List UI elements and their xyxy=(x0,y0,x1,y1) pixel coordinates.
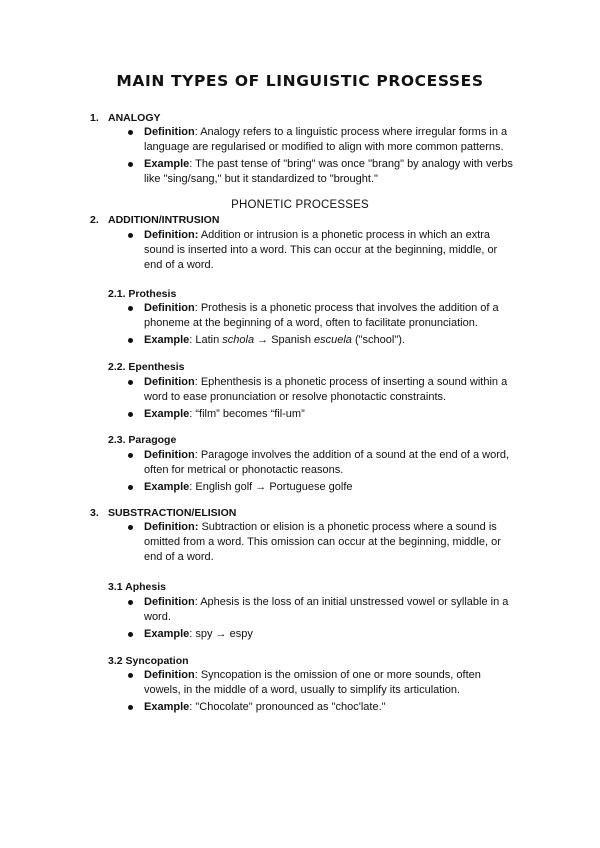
section-heading-subtraction: 3. SUBSTRACTION/ELISION xyxy=(90,507,237,519)
analogy-list xyxy=(126,125,516,189)
subsection-heading-paragoge: 2.3. Paragoge xyxy=(108,434,177,446)
page-title: MAIN TYPES OF LINGUISTIC PROCESSES xyxy=(116,72,484,90)
list-item: Definition: Ephenthesis is a phonetic process of inserting a sound within a word to ease pronunciation or resolve phonotactic constraints. xyxy=(126,375,516,405)
list-item: Definition: Subtraction or elision is a phonetic process where a sound is omitted from a word. This omission can occur at the beginning, middle, or end of a word. xyxy=(126,520,516,565)
list-item: Definition: Addition or intrusion is a phonetic process in which an extra sound is inserted into a word. This can occur at the beginning, middle, or end of a word. xyxy=(126,228,516,273)
list-item: Definition: Analogy refers to a linguistic process where irregular forms in a language are regularised or modified to align with more common patterns. xyxy=(126,125,516,155)
list-item: Definition: Aphesis is the loss of an initial unstressed vowel or syllable in a word. xyxy=(126,595,516,625)
phonetic-processes-heading: PHONETIC PROCESSES xyxy=(231,199,369,211)
list-item: Definition: Prothesis is a phonetic process that involves the addition of a phoneme at the beginning of a word, often to facilitate pronunciation. xyxy=(126,301,516,331)
prothesis-list xyxy=(126,301,516,350)
subsection-heading-syncopation: 3.2 Syncopation xyxy=(108,655,189,667)
epenthesis-list xyxy=(126,375,516,424)
aphesis-list xyxy=(126,595,516,644)
list-item: Example: The past tense of "bring" was once "brang" by analogy with verbs like "sing/sang," but it standardized to "brought." xyxy=(126,157,516,187)
subsection-heading-epenthesis: 2.2. Epenthesis xyxy=(108,361,185,373)
list-item: Example: spy → espy xyxy=(126,627,516,642)
list-item: Example: “film” becomes “fil-um” xyxy=(126,407,516,422)
subsection-heading-prothesis: 2.1. Prothesis xyxy=(108,288,177,300)
syncopation-list xyxy=(126,668,516,717)
list-item: Example: "Chocolate" pronounced as "choc'late." xyxy=(126,700,516,715)
list-item: Definition: Syncopation is the omission of one or more sounds, often vowels, in the middle of a word, usually to simplify its articulation. xyxy=(126,668,516,698)
paragoge-list xyxy=(126,448,516,497)
subtraction-list xyxy=(126,520,516,567)
section-heading-addition: 2. ADDITION/INTRUSION xyxy=(90,214,220,226)
section-heading-analogy: 1. ANALOGY xyxy=(90,112,161,124)
addition-list xyxy=(126,228,516,275)
subsection-heading-aphesis: 3.1 Aphesis xyxy=(108,581,166,593)
list-item: Definition: Paragoge involves the addition of a sound at the end of a word, often for metrical or phonotactic reasons. xyxy=(126,448,516,478)
list-item: Example: English golf → Portuguese golfe xyxy=(126,480,516,495)
list-item: Example: Latin schola → Spanish escuela ("school"). xyxy=(126,333,516,348)
